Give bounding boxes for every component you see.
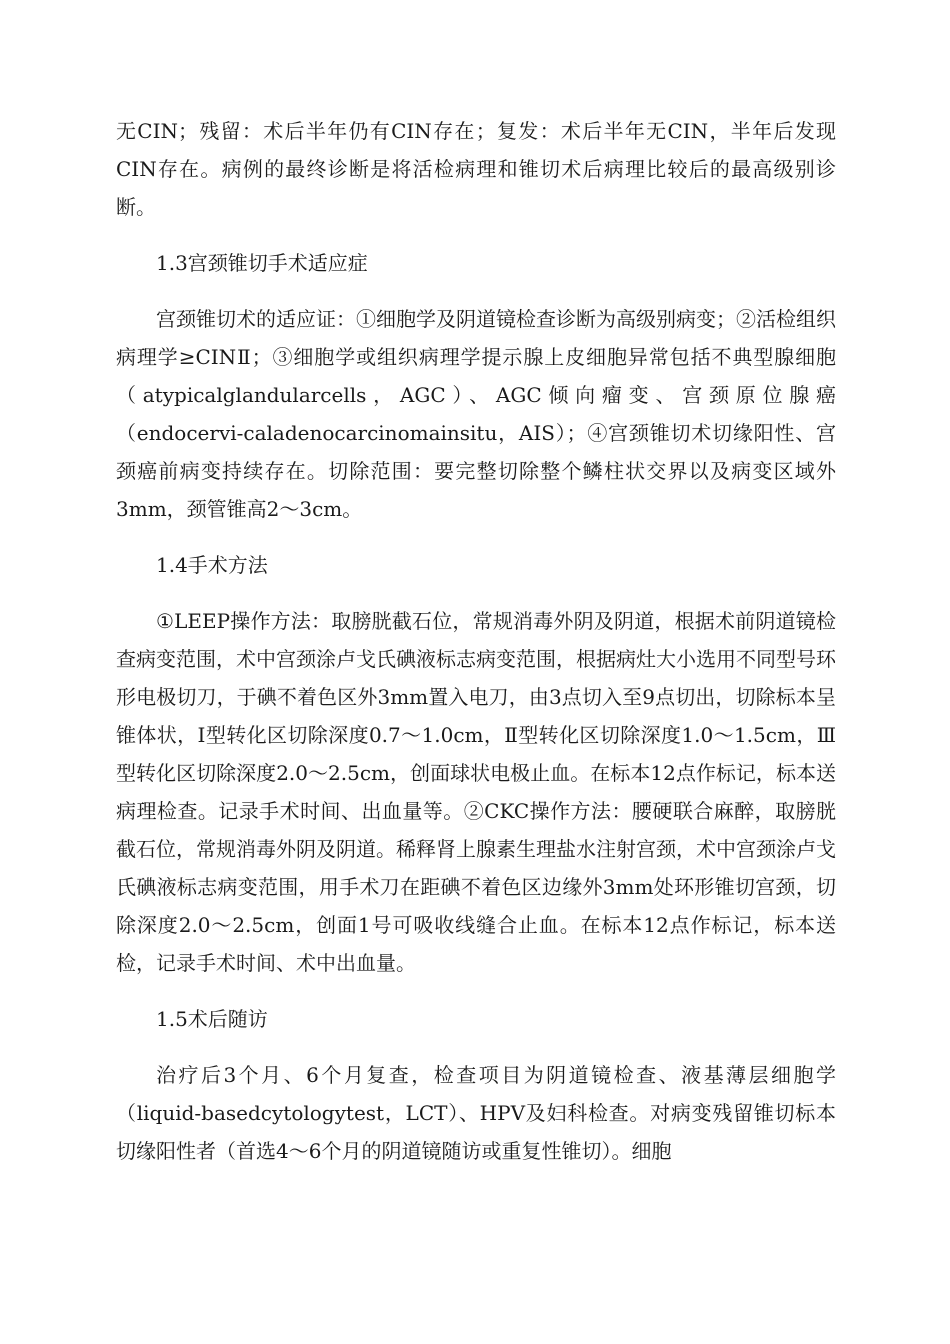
paragraph-surgical-method: ①LEEP操作方法：取膀胱截石位，常规消毒外阴及阴道，根据术前阴道镜检查病变范围，术中宫颈涂卢戈氏碘液标志病变范围，根据病灶大小选用不同型号环形电极切刀，于碘不着色区外3mm置入电刀，由3点切入至9点切出，切除标本呈锥体状，Ⅰ型转化区切除深度0.7～1.0cm，Ⅱ型转化区切除深度1.0～1.5cm，Ⅲ型转化区切除深度2.0～2.5cm，创面球状电极止血。在标本12点作标记，标本送病理检查。记录手术时间、出血量等。②CKC操作方法：腰硬联合麻醉，取膀胱截石位，常规消毒外阴及阴道。稀释肾上腺素生理盐水注射宫颈，术中宫颈涂卢戈氏碘液标志病变范围，用手术刀在距碘不着色区边缘外3mm处环形锥切宫颈，切除深度2.0～2.5cm，创面1号可吸收线缝合止血。在标本12点作标记，标本送检，记录手术时间、术中出血量。 bbox=[116, 609, 836, 975]
paragraph-indications: 宫颈锥切术的适应证：①细胞学及阴道镜检查诊断为高级别病变；②活检组织病理学≥CINⅡ；③细胞学或组织病理学提示腺上皮细胞异常包括不典型腺细胞（atypicalglandularcells，AGC）、AGC倾向瘤变、宫颈原位腺癌（endocervi-caladenocarcinomainsitu，AIS）；④宫颈锥切术切缘阳性、宫颈癌前病变持续存在。切除范围：要完整切除整个鳞柱状交界以及病变区域外3mm，颈管锥高2～3cm。 bbox=[116, 307, 836, 521]
paragraph-follow-up: 治疗后3个月、6个月复查，检查项目为阴道镜检查、液基薄层细胞学（liquid-basedcytologytest，LCT）、HPV及妇科检查。对病变残留锥切标本切缘阳性者（首选4～6个月的阴道镜随访或重复性锥切）。细胞 bbox=[116, 1063, 836, 1163]
paragraph-continuation: 无CIN；残留：术后半年仍有CIN存在；复发：术后半年无CIN，半年后发现CIN存在。病例的最终诊断是将活检病理和锥切术后病理比较后的最高级别诊断。 bbox=[116, 119, 836, 219]
section-heading-1-5: 1.5术后随访 bbox=[156, 1007, 268, 1031]
document-page bbox=[116, 112, 836, 1188]
section-heading-1-3: 1.3宫颈锥切手术适应症 bbox=[156, 251, 368, 275]
section-heading-1-4: 1.4手术方法 bbox=[156, 553, 268, 577]
